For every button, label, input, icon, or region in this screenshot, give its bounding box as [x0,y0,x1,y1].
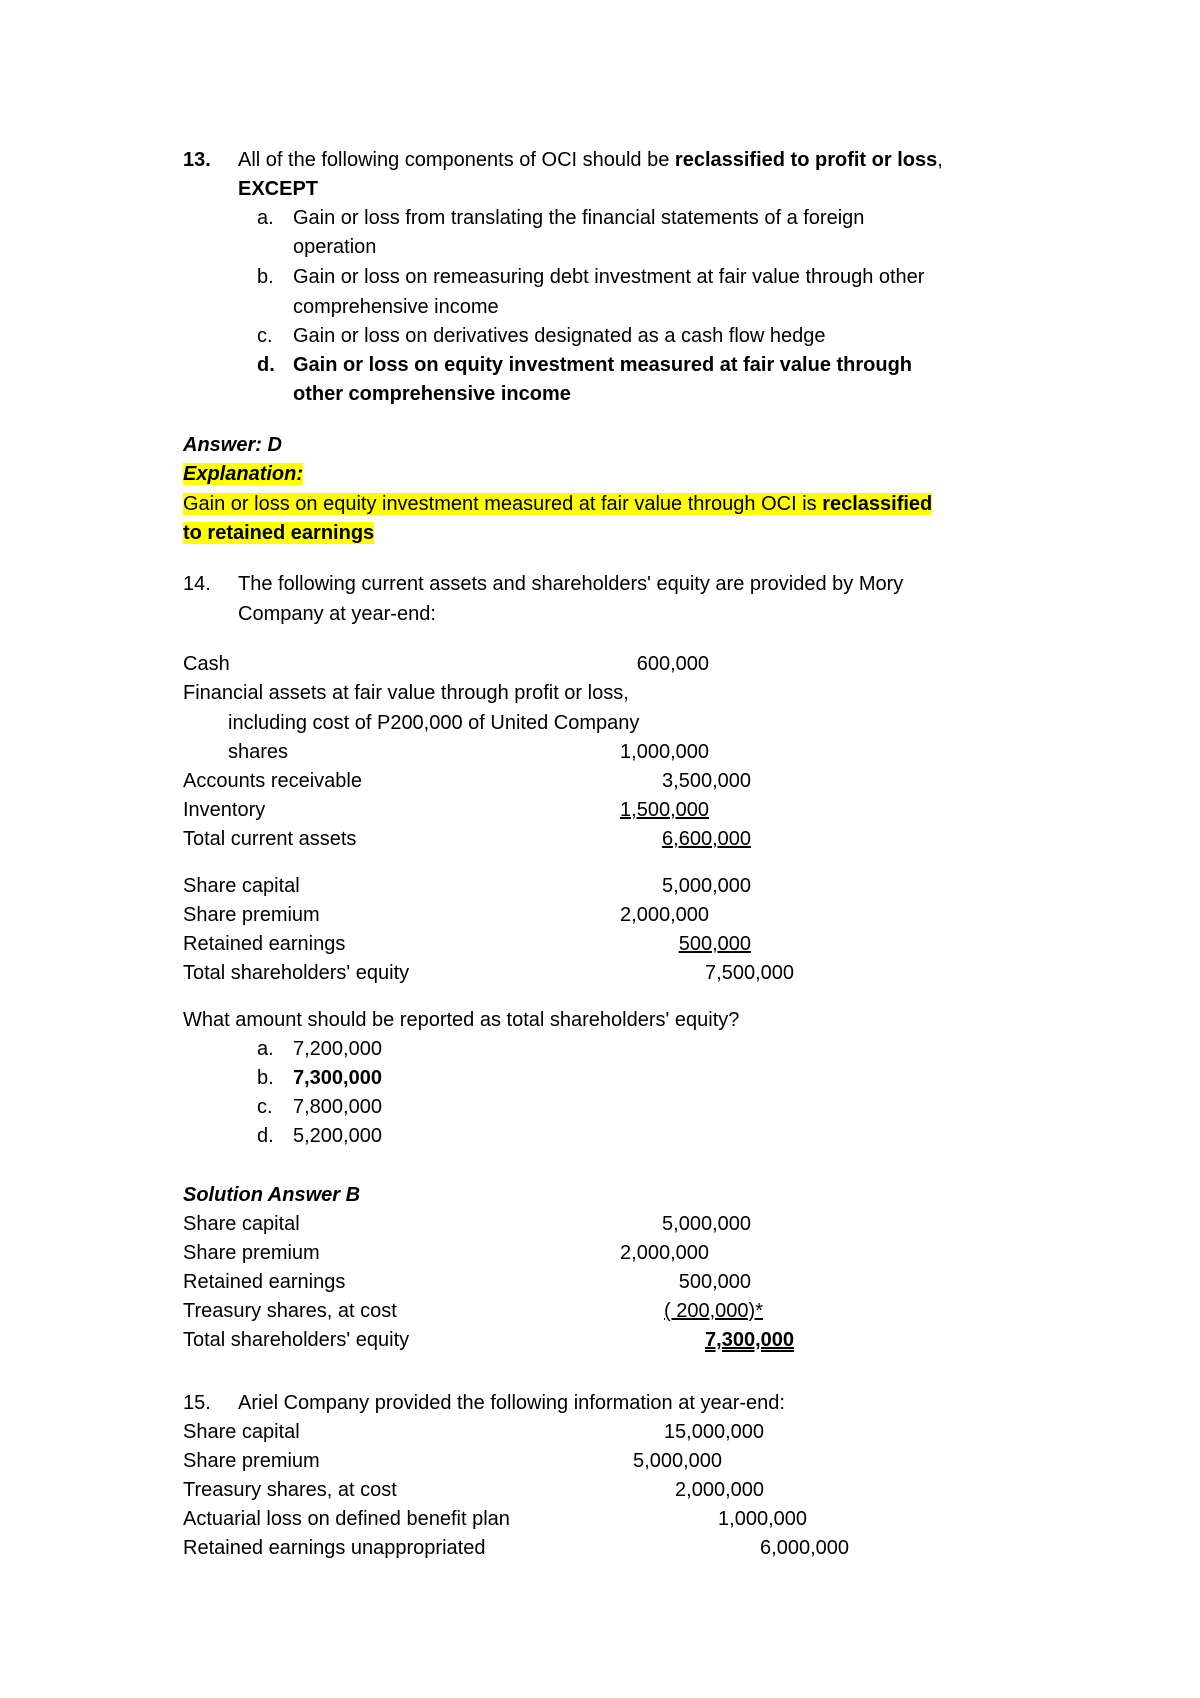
q13-option-b-text: Gain or loss on remeasuring debt investment at fair value through other [293,266,925,288]
q13-stem [238,147,943,173]
q14-inventory-label: Inventory [183,799,266,821]
q13-except: EXCEPT [238,178,319,200]
q13-explanation-label [183,461,303,487]
solution-total-label: Total shareholders' equity [183,1329,410,1351]
q14-option-a-letter: a. [257,1038,274,1060]
q14-option-d-value: 5,200,000 [293,1125,382,1147]
q15-number: 15. [183,1392,211,1414]
q14-total-equity-value: 7,500,000 [705,962,794,984]
q14-share-premium-label: Share premium [183,904,320,926]
q14-stem-2: Company at year-end: [238,603,436,625]
q13-option-d-text: Gain or loss on equity investment measured at fair value through [293,354,913,376]
q13-option-c-text: Gain or loss on derivatives designated as a cash flow hedge [293,325,826,347]
q14-fa-label-3: shares [228,741,289,763]
solution-retained-earnings-label: Retained earnings [183,1271,346,1293]
q15-row-label: Treasury shares, at cost [183,1479,397,1501]
q13-stem-comma: , [937,149,943,171]
q15-stem: Ariel Company provided the following information at year-end: [238,1392,785,1414]
q14-option-b-value: 7,300,000 [293,1067,382,1089]
q14-retained-earnings-value: 500,000 [678,933,751,955]
q14-inventory-value: 1,500,000 [620,799,709,821]
solution-share-capital-value: 5,000,000 [662,1213,751,1235]
q14-question: What amount should be reported as total shareholders' equity? [183,1009,740,1031]
q13-option-a-letter: a. [257,207,274,229]
q14-share-capital-label: Share capital [183,875,300,897]
q15-row-value: 1,000,000 [718,1508,807,1530]
q14-solution-title: Solution Answer B [183,1184,361,1206]
q14-cash-value: 600,000 [636,653,709,675]
q14-option-c-value: 7,800,000 [293,1096,382,1118]
q13-stem-bold: reclassified to profit or loss [674,149,938,171]
q14-option-a-value: 7,200,000 [293,1038,382,1060]
q13-option-a-text: Gain or loss from translating the financial statements of a foreign [293,207,865,229]
solution-share-premium-value: 2,000,000 [620,1242,709,1264]
q13-option-d-letter: d. [257,354,275,376]
solution-total-value: 7,300,000 [705,1329,794,1351]
q13-option-b-text-2: comprehensive income [293,296,499,318]
q14-cash-label: Cash [183,653,230,675]
explanation-text-1: Gain or loss on equity investment measured at fair value through OCI is [183,493,823,515]
q14-total-equity-label: Total shareholders' equity [183,962,410,984]
q15-row-label: Retained earnings unappropriated [183,1537,486,1559]
q13-number: 13. [183,149,211,171]
q15-row-label: Share capital [183,1421,300,1443]
explanation-label-text: Explanation: [183,463,304,485]
q13-explanation-text [183,491,932,517]
solution-treasury-value: ( 200,000)* [664,1300,763,1322]
q14-ar-value: 3,500,000 [662,770,751,792]
q14-share-premium-value: 2,000,000 [620,904,709,926]
q13-option-a-text-2: operation [293,236,377,258]
q15-row-value: 6,000,000 [760,1537,849,1559]
q14-option-b-letter: b. [257,1067,274,1089]
q13-option-c-letter: c. [257,325,273,347]
q13-answer: Answer: D [183,434,282,456]
q13-option-d-text-2: other comprehensive income [293,383,571,405]
q14-total-assets-label: Total current assets [183,828,357,850]
solution-share-premium-label: Share premium [183,1242,320,1264]
q14-fa-label-2: including cost of P200,000 of United Company [228,712,640,734]
q15-row-value: 2,000,000 [675,1479,764,1501]
q15-row-value: 15,000,000 [663,1421,764,1443]
q14-number: 14. [183,573,211,595]
q13-option-b-letter: b. [257,266,274,288]
explanation-text-2: to retained earnings [183,522,375,544]
q13-stem-text: All of the following components of OCI should be [238,149,675,171]
q15-row-value: 5,000,000 [633,1450,722,1472]
solution-treasury-label: Treasury shares, at cost [183,1300,397,1322]
solution-share-capital-label: Share capital [183,1213,300,1235]
q15-row-label: Share premium [183,1450,320,1472]
q14-option-d-letter: d. [257,1125,274,1147]
q14-option-c-letter: c. [257,1096,273,1118]
q14-fa-value: 1,000,000 [620,741,709,763]
q13-explanation-text-2 [183,520,374,546]
q14-fa-label: Financial assets at fair value through profit or loss, [183,682,629,704]
q14-total-assets-value: 6,600,000 [662,828,751,850]
q14-stem: The following current assets and shareholders' equity are provided by Mory [238,573,904,595]
q14-retained-earnings-label: Retained earnings [183,933,346,955]
explanation-text-bold: reclassified [822,493,933,515]
q14-ar-label: Accounts receivable [183,770,362,792]
solution-retained-earnings-value: 500,000 [678,1271,751,1293]
q15-row-label: Actuarial loss on defined benefit plan [183,1508,510,1530]
q14-share-capital-value: 5,000,000 [662,875,751,897]
